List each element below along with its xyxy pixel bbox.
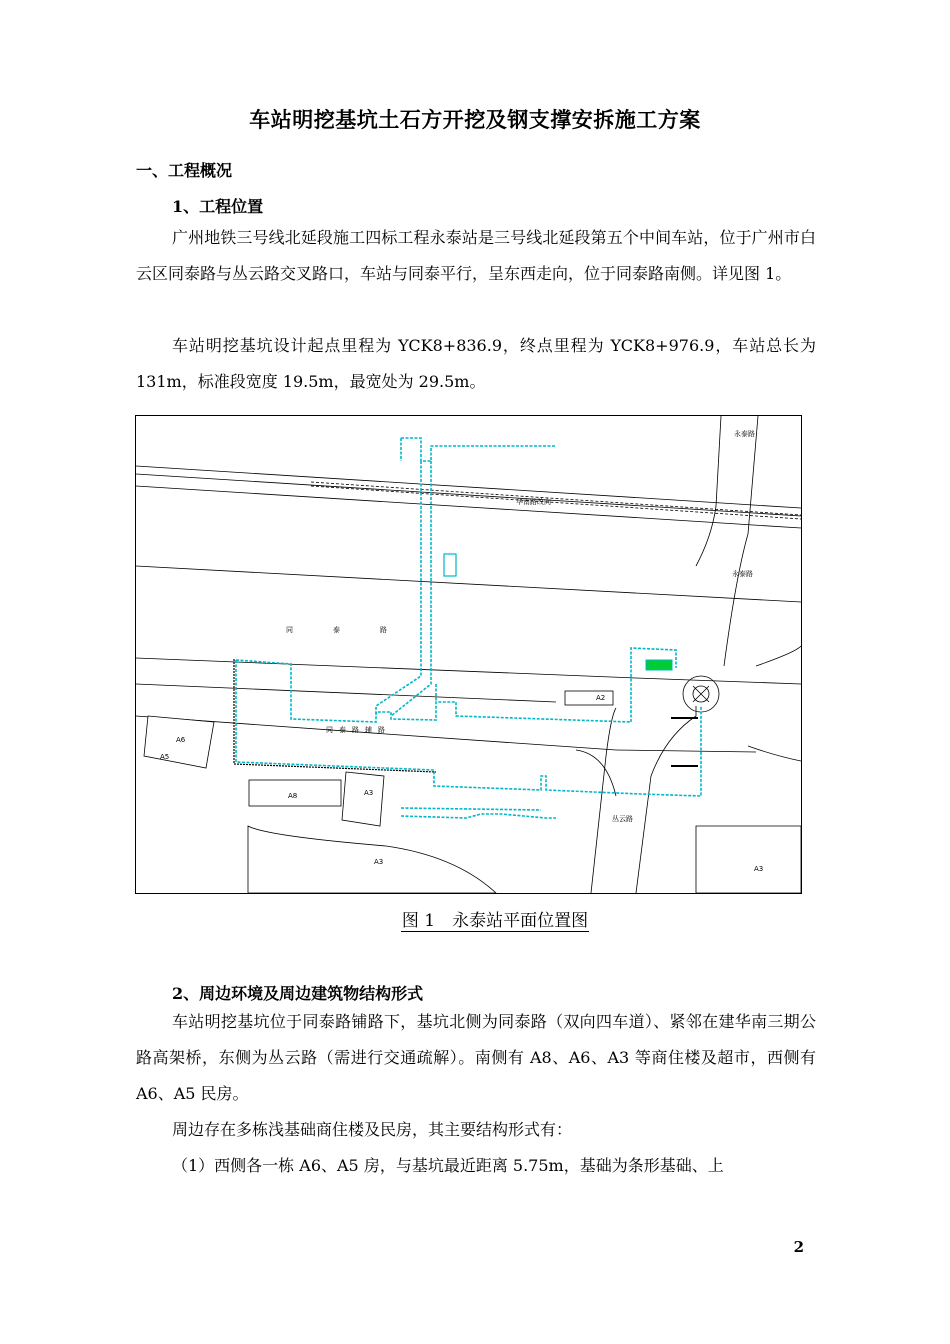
building-a2 bbox=[565, 691, 613, 705]
label-building-a6: A6 bbox=[176, 736, 186, 744]
paragraph-surroundings: 车站明挖基坑位于同泰路铺路下，基坑北侧为同泰路（双向四车道）、紧邻在建华南三期公路高架桥，东侧为丛云路（需进行交通疏解）。南侧有 A8、A6、A3 等商住楼及超市，西侧有 A6、A5 民房。 bbox=[136, 1012, 816, 1103]
label-yongtai-road-s: 永泰路 bbox=[732, 570, 753, 578]
label-building-a2: A2 bbox=[596, 694, 606, 702]
paragraph-mileage: 车站明挖基坑设计起点里程为 YCK8+836.9，终点里程为 YCK8+976.9，车站总长为 131m，标准段宽度 19.5m，最宽处为 29.5m。 bbox=[136, 336, 816, 391]
green-marker bbox=[646, 660, 672, 670]
label-yongtai-road-n: 永泰路 bbox=[734, 430, 755, 438]
subheading-surroundings: 2、周边环境及周边建筑物结构形式 bbox=[172, 984, 424, 1003]
paragraph-structures: 周边存在多栋浅基础商住楼及民房，其主要结构形式有： bbox=[172, 1120, 573, 1139]
page-number: 2 bbox=[793, 1238, 804, 1256]
label-building-a3-1: A3 bbox=[364, 789, 374, 797]
label-building-a8: A8 bbox=[288, 792, 298, 800]
building-a3-1 bbox=[342, 772, 384, 826]
label-tongtai-road: 同泰路 bbox=[286, 626, 427, 634]
label-building-a3-3: A3 bbox=[754, 865, 764, 873]
figure-caption: 图 1 永泰站平面位置图 bbox=[401, 911, 589, 931]
road-lines bbox=[136, 416, 801, 893]
label-huanan-road: 华南路改向 bbox=[516, 498, 551, 506]
document-title: 车站明挖基坑土石方开挖及钢支撑安拆施工方案 bbox=[249, 107, 701, 132]
paragraph-location: 广州地铁三号线北延段施工四标工程永泰站是三号线北延段第五个中间车站，位于广州市白云区同泰路与丛云路交叉路口，车站与同泰平行，呈东西走向，位于同泰路南侧。详见图 1。 bbox=[136, 228, 816, 283]
buildings bbox=[144, 691, 801, 893]
station-location-map bbox=[135, 415, 802, 894]
building-a3-2 bbox=[248, 826, 496, 893]
label-congyun-road: 丛云路 bbox=[612, 815, 633, 823]
building-a3-3 bbox=[696, 826, 801, 893]
label-building-a3-2: A3 bbox=[374, 858, 384, 866]
section-heading-overview: 一、工程概况 bbox=[136, 161, 233, 180]
shaft-box bbox=[444, 554, 456, 576]
subheading-location: 1、工程位置 bbox=[172, 197, 264, 216]
roundabout bbox=[683, 676, 719, 712]
label-building-a5: A5 bbox=[160, 753, 170, 761]
paragraph-item-1: （1）西侧各一栋 A6、A5 房，与基坑最近距离 5.75m，基础为条形基础、上 bbox=[172, 1156, 724, 1175]
label-tongtai-aux-road: 同泰路辅路 bbox=[326, 726, 391, 734]
station-black-outline bbox=[234, 659, 436, 772]
